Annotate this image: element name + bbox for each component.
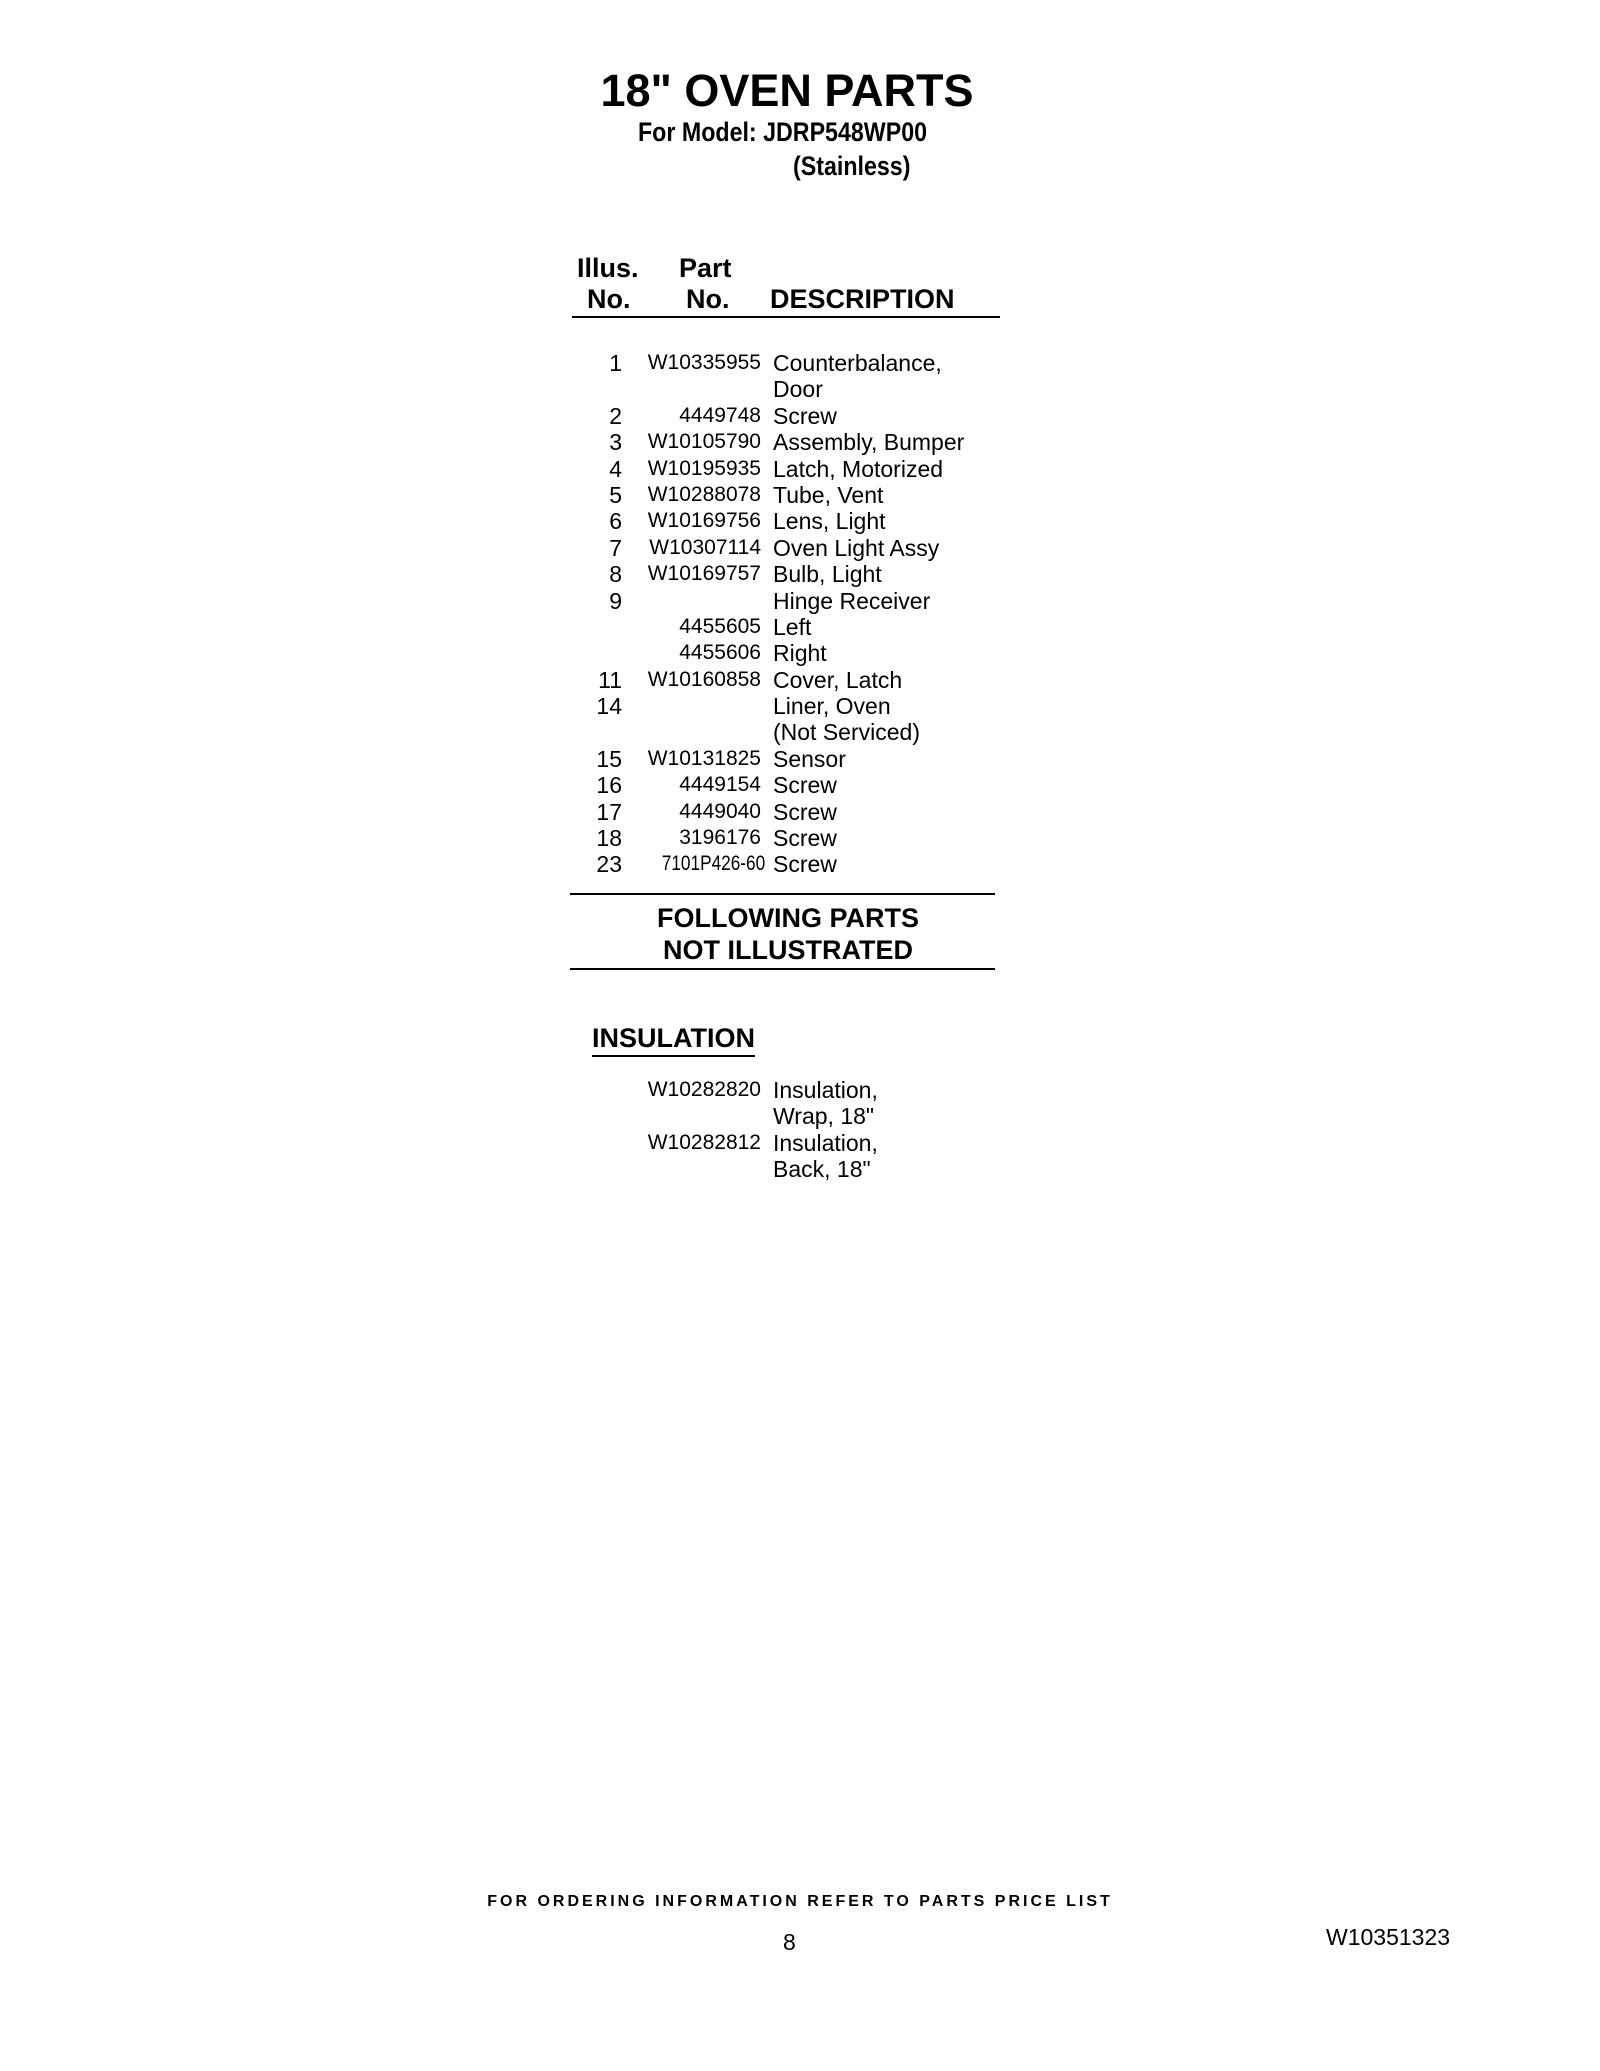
part-row <box>560 640 1040 666</box>
part-description: Door <box>773 376 823 403</box>
part-number: 4449748 <box>679 403 761 427</box>
not-illustrated-line-1: FOLLOWING PARTS <box>657 903 919 933</box>
part-row <box>560 799 1040 825</box>
part-number: W10169756 <box>647 509 761 533</box>
part-description: Screw <box>773 798 837 825</box>
col-description-header: DESCRIPTION <box>770 284 955 314</box>
part-description: (Not Serviced) <box>773 719 920 746</box>
part-description: Counterbalance, <box>773 350 942 376</box>
part-row <box>560 508 1040 534</box>
illus-number: 6 <box>609 508 622 535</box>
part-description: Screw <box>773 851 837 878</box>
illus-number: 9 <box>609 587 622 614</box>
part-row <box>560 561 1040 587</box>
section-divider-bottom <box>570 968 995 970</box>
part-row <box>560 614 1040 640</box>
not-illustrated-heading <box>574 902 1002 966</box>
part-description: Screw <box>773 772 837 799</box>
illus-number: 14 <box>596 693 622 720</box>
part-number: 4455605 <box>679 614 761 638</box>
part-description: Left <box>773 613 812 640</box>
illus-number: 15 <box>596 745 622 772</box>
part-row <box>560 719 1040 745</box>
header-divider <box>572 316 1000 318</box>
part-description: Insulation, <box>773 1077 878 1103</box>
parts-list <box>560 350 1040 878</box>
insulation-heading: INSULATION <box>592 1022 755 1057</box>
part-description: Screw <box>773 825 837 852</box>
part-description: Bulb, Light <box>773 561 882 588</box>
part-number: W10131825 <box>647 746 761 770</box>
part-description: Cover, Latch <box>773 666 903 693</box>
finish-line: (Stainless) <box>793 151 911 181</box>
part-number: W10282812 <box>647 1130 761 1154</box>
part-number: W10195935 <box>647 456 761 480</box>
part-number: W10335955 <box>647 351 761 374</box>
part-number: 4455606 <box>679 641 761 665</box>
part-row <box>560 667 1040 693</box>
section-divider-top <box>570 893 995 895</box>
illus-number: 16 <box>596 772 622 799</box>
part-description: Liner, Oven <box>773 693 891 720</box>
part-row <box>560 456 1040 482</box>
part-row <box>560 350 1040 376</box>
document-number: W10351323 <box>1326 1924 1451 1950</box>
illus-number: 23 <box>596 851 622 878</box>
insulation-row <box>560 1103 1040 1129</box>
col-illus-header-top: Illus. <box>577 253 639 283</box>
insulation-row <box>560 1156 1040 1182</box>
part-number: W10288078 <box>647 482 761 506</box>
part-description: Lens, Light <box>773 508 886 535</box>
part-description: Insulation, <box>773 1129 878 1156</box>
part-description: Sensor <box>773 745 846 772</box>
part-row <box>560 746 1040 772</box>
not-illustrated-line-2: NOT ILLUSTRATED <box>663 935 913 965</box>
part-description: Wrap, 18" <box>773 1103 875 1130</box>
col-part-header-top: Part <box>679 253 732 283</box>
ordering-note: FOR ORDERING INFORMATION REFER TO PARTS PRICE LIST <box>487 1893 1113 1910</box>
part-number: 4449154 <box>679 773 761 797</box>
part-row <box>560 693 1040 719</box>
part-row <box>560 851 1040 877</box>
illus-number: 2 <box>609 402 622 429</box>
part-number: 7101P426-60 <box>661 852 766 876</box>
part-row <box>560 376 1040 402</box>
insulation-row <box>560 1130 1040 1156</box>
part-description: Screw <box>773 402 837 429</box>
part-row <box>560 825 1040 851</box>
part-description: Oven Light Assy <box>773 534 940 561</box>
illus-number: 7 <box>609 534 622 561</box>
col-part-header-bottom: No. <box>686 284 730 314</box>
part-row <box>560 403 1040 429</box>
illus-number: 3 <box>609 429 622 456</box>
part-description: Latch, Motorized <box>773 455 944 482</box>
part-description: Tube, Vent <box>773 481 884 508</box>
part-row <box>560 429 1040 455</box>
part-number: W10160858 <box>647 667 761 691</box>
insulation-parts-list <box>560 1077 1040 1183</box>
illus-number: 11 <box>598 666 622 693</box>
illus-number: 5 <box>609 481 622 508</box>
part-row <box>560 535 1040 561</box>
part-row <box>560 588 1040 614</box>
insulation-row <box>560 1077 1040 1103</box>
illus-number: 17 <box>596 798 622 825</box>
part-number: 3196176 <box>679 826 761 850</box>
part-row <box>560 482 1040 508</box>
part-number: W10282820 <box>647 1078 761 1101</box>
illus-number: 18 <box>596 825 622 852</box>
part-row <box>560 772 1040 798</box>
illus-number: 1 <box>609 350 622 376</box>
part-description: Right <box>773 640 827 667</box>
col-illus-header-bottom: No. <box>587 284 631 314</box>
part-number: 4449040 <box>679 799 761 823</box>
part-number: W10169757 <box>647 562 761 586</box>
illus-number: 4 <box>609 455 622 482</box>
part-description: Hinge Receiver <box>773 587 931 614</box>
page-number: 8 <box>783 1929 796 1955</box>
part-number: W10105790 <box>647 430 761 454</box>
part-number: W10307114 <box>649 535 761 559</box>
page-title: 18" OVEN PARTS <box>600 65 974 116</box>
part-description: Back, 18" <box>773 1156 871 1183</box>
illus-number: 8 <box>609 561 622 588</box>
part-description: Assembly, Bumper <box>773 429 965 456</box>
model-line: For Model: JDRP548WP00 <box>638 117 928 147</box>
